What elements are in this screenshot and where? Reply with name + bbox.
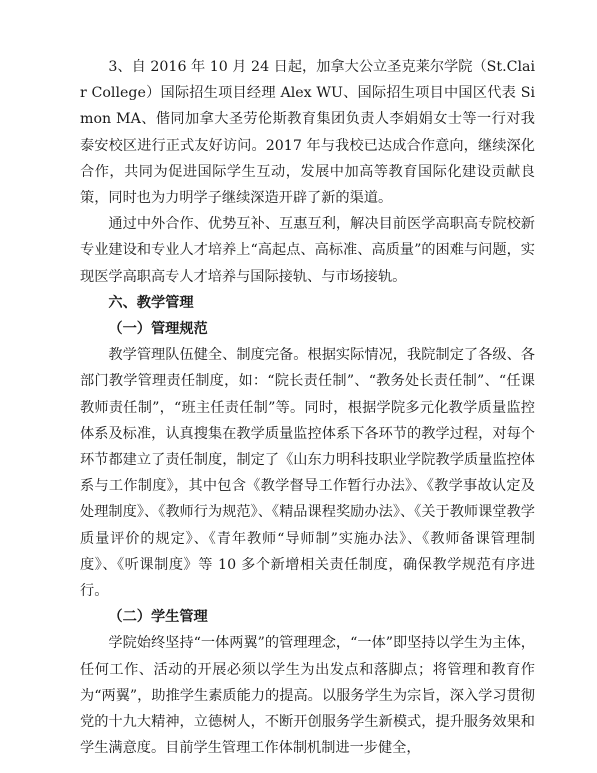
document-page xyxy=(80,54,535,761)
paragraph-intl-visit: 3、自 2016 年 10 月 24 日起，加拿大公立圣克莱尔学院（St.Clair College）国际招生项目经理 Alex WU、国际招生项目中国区代表 Simon MA、偕同加拿大圣劳伦斯教育集团负责人李娟娟女士等一行对我泰安校区进行正式友好访问。2017 年与我校已达成合作意向，继续深化合作，共同为促进国际学生互动，发展中加高等教育国际化建设贡献良策，同时也为力明学子继续深造开辟了新的渠道。 xyxy=(80,59,535,207)
paragraph-cooperation-summary: 通过中外合作、优势互补、互惠互利，解决目前医学高职高专院校新专业建设和专业人才培养上“高起点、高标准、高质量”的困难与问题，实现医学高职高专人才培养与国际接轨、与市场接轨。 xyxy=(80,216,535,285)
paragraph-management-norms: 教学管理队伍健全、制度完备。根据实际情况，我院制定了各级、各部门教学管理责任制度，如：“院长责任制”、“教务处长责任制”、“任课教师责任制”，“班主任责任制”等。同时，根据学院多元化教学质量监控体系及标准，认真搜集在教学质量监控体系下各环节的教学过程，对每个环节都建立了责任制度，制定了《山东力明科技职业学院教学质量监控体系与工作制度》，其中包含《教学督导工作暂行办法》、《教学事故认定及处理制度》、《教师行为规范》、《精品课程奖励办法》、《关于教师课堂教学质量评价的规定》、《青年教师“导师制”实施办法》、《教师备课管理制度》、《听课制度》等 10 多个新增相关责任制度，确保教学规范有序进行。 xyxy=(80,347,535,600)
section-heading-teaching-management: 六、教学管理 xyxy=(108,294,194,311)
subsection-heading-management-norms: （一）管理规范 xyxy=(108,321,208,338)
subsection-heading-student-management: （二）学生管理 xyxy=(108,609,208,626)
paragraph-student-management: 学院始终坚持“一体两翼”的管理理念，“一体”即坚持以学生为主体，任何工作、活动的开展必须以学生为出发点和落脚点；将管理和教育作为“两翼”，助推学生素质能力的提高。以服务学生为宗旨，深入学习贯彻党的十九大精神，立德树人，不断开创服务学生新模式，提升服务效果和学生满意度。目前学生管理工作体制机制进一步健全， xyxy=(80,635,535,757)
